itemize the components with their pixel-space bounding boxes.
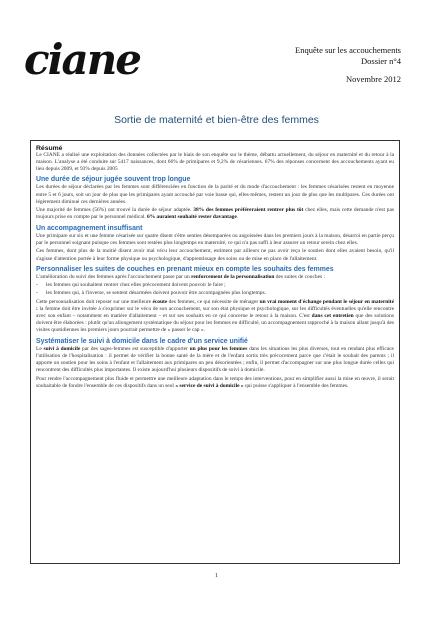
personalise-paragraph-2: Cette personnalisation doit reposer sur une meilleure écoute des femmes, ce qui nécessite de ménager un vrai moment d'échange pendant le séjour en maternité : la femme doit être invitée à s'exprimer sur le vécu de son accouchement, sur son état physique et psychologique, sur les difficultés éventuelles qu'elle rencontre avec son enfant – notamment en matière d'allaitement – et sur ses souhaits en ce qui concerne le retour à la maison. C'est dans cet entretien que des solutions doivent être élaborées : plutôt qu'un allongement systématique du séjour pour les femmes en difficulté, un accompagnement rapproché à la maison allant jusqu'à des visites quotidiennes les premiers jours pourrait permettre de « passer le cap ». — [36, 298, 395, 334]
page-title: Sortie de maternité et bien-être des femmes — [114, 114, 319, 126]
section-heading-duration: Une durée de séjour jugée souvent trop longue — [36, 176, 191, 184]
summary-box — [30, 140, 400, 564]
duration-paragraph-2: Une majorité de femmes (56%) ont trouvé la durée de séjour adaptée. 38% des femmes préféreraient rentrer plus tôt chez elles, mais cette demande n'est pas toujours prise en compte par le personnel médical. 6% auraient souhaité rester davantage. — [36, 207, 394, 221]
support-paragraph-1: Une primipare sur six et une femme césarisée sur quatre disent s'être senties désemparées ou angoissées dans les premiers jours à la maison, désarroi en partie perçu par le personnel soignant puisque ces femmes sont restées plus longtemps en maternité, ce qui n'a pas suffi à leur assurer un retour serein chez elles. — [36, 232, 394, 246]
resume-heading: Résumé — [36, 145, 63, 152]
page-number: 1 — [214, 572, 219, 579]
resume-paragraph: Le CIANE a réalisé une exploitation des données collectées par le biais de son enquête sur le thème, débattu actuellement, du séjour en maternité et du retour à la maison. L'analyse a été conduite sur 5417 naissances, dont 66% de primipares et 9,2% de césariennes. 67% des réponses concernent des accouchements ayant eu lieu depuis 2009, et 93% depuis 2005 — [36, 152, 394, 173]
list-item: - les femmes qui, à l'inverse, se sentent désarmées doivent pouvoir être accompagnées plus longtemps. — [36, 290, 394, 298]
home-care-paragraph-2: Pour rendre l'accompagnement plus fluide et permettre une meilleure adaptation dans le temps des interventions, pour en simplifier aussi la mise en œuvre, il serait souhaitable de fondre l'ensemble de ces dispositifs dans un seul « service de suivi à domicile » qui puisse s'appliquer à l'ensemble des femmes. — [36, 375, 394, 389]
home-care-paragraph-1: Le suivi à domicile par des sages-femmes est susceptible d'apporter un plus pour les femmes dans les situations les plus diverses, tout en rendant plus efficace l'utilisation de l'hospitalisation : il permet de vérifier la bonne santé de la mère et de l'enfant sortis très précocement parce que c'était le souhait des parents ; il apporte un soutien pour les soins à l'enfant et l'allaitement aux primipares un peu désorientées ; enfin, il permet d'accompagner sur une plus longue durée celles qui rencontrent des difficultés plus importantes. Il existe aujourd'hui plusieurs dispositifs de suivi à domicile. — [36, 345, 394, 374]
personalise-list — [36, 282, 394, 298]
document-header — [295, 45, 401, 85]
list-item: - les femmes qui souhaitent rentrer chez elles précocement doivent pouvoir le faire ; — [36, 282, 394, 290]
header-dossier: Dossier n°4 — [361, 56, 401, 66]
duration-paragraph-1: Les durées de séjour déclarées par les femmes sont différenciées en fonction de la parité et du mode d'accouchement : les femmes césarisées restent en moyenne entre 5 et 6 jours, soit un jour de plus que les primipares ayant accouché par voie basse qui, elles-mêmes, restent un jour de plus que les multipares. Ces durées ont légèrement diminué ces dernières années. — [36, 184, 394, 205]
section-heading-home-care: Systématiser le suivi à domicile dans le cadre d'un service unifié — [36, 337, 248, 345]
personalise-paragraph-1: L'amélioration du suivi des femmes après l'accouchement passe par un renforcement de la personnalisation des suites de couches : — [36, 273, 325, 280]
header-survey: Enquête sur les accouchements — [295, 45, 401, 55]
support-paragraph-2: Ces femmes, dont plus de la moitié disent avoir mal vécu leur accouchement, estiment par ailleurs ne pas avoir reçu le soutien dont elles avaient besoin, qu'il s'agisse d'attention portée à leur forme physique ou psychologique, d'apprentissage des soins ou de mise en place de l'allaitement. — [36, 248, 394, 262]
section-heading-support: Un accompagnement insuffisant — [36, 224, 143, 232]
section-heading-personalise: Personnaliser les suites de couches en prenant mieux en compte les souhaits des femmes — [36, 265, 334, 273]
logo-text: ciane — [24, 35, 140, 84]
header-date: Novembre 2012 — [345, 74, 401, 84]
ciane-logo — [22, 34, 140, 84]
